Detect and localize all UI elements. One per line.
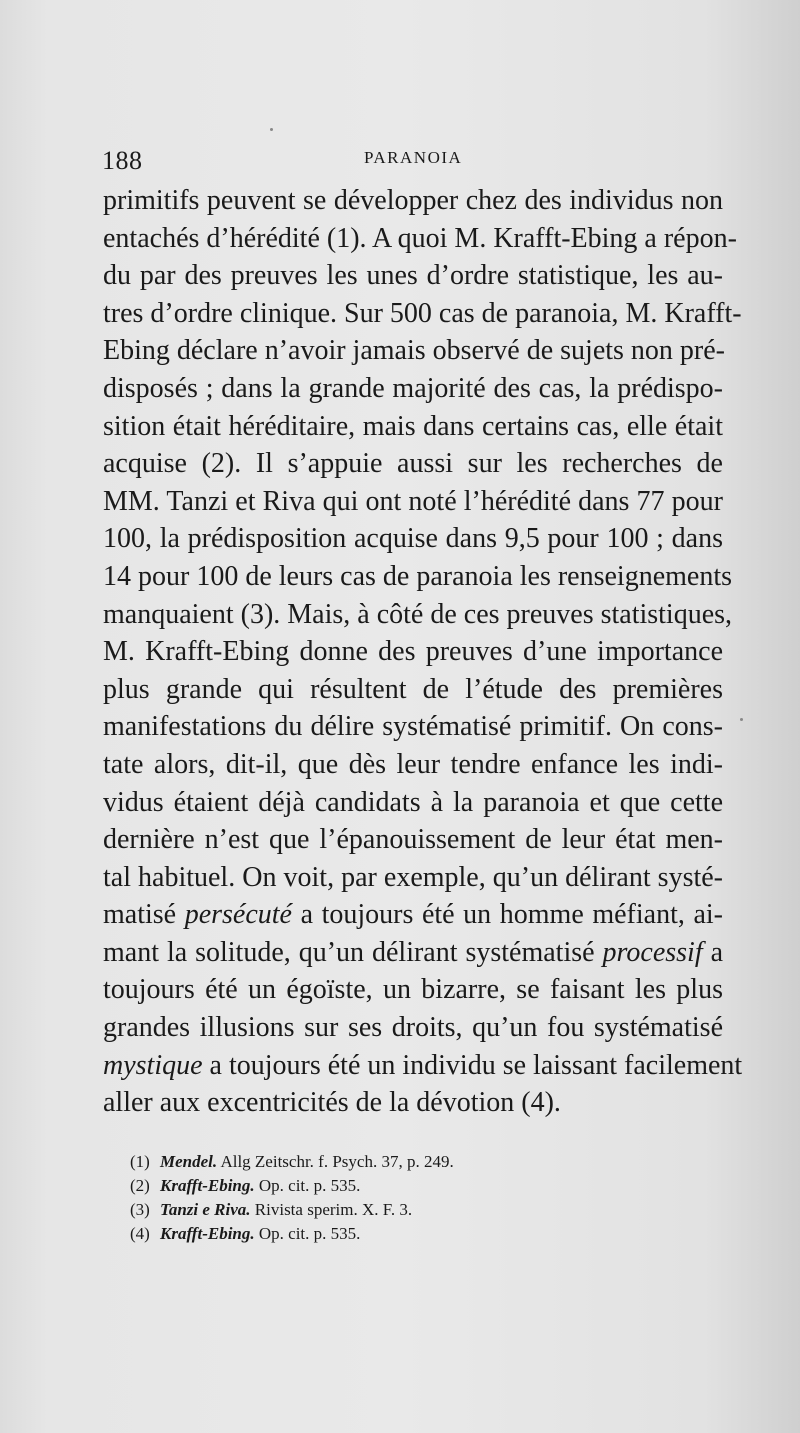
text-segment: matisé	[103, 899, 185, 931]
text-segment: entachés d’hérédité (1). A quoi M. Krafft-Ebing a répon-	[103, 222, 737, 254]
text-segment: aller aux excentricités de la dévotion (4).	[103, 1087, 561, 1119]
footnote-reference: Allg Zeitschr. f. Psych. 37, p. 249.	[220, 1152, 454, 1171]
body-text	[103, 182, 743, 1122]
footnote-author: Mendel.	[160, 1152, 218, 1171]
text-line	[103, 257, 723, 295]
text-segment: vidus étaient déjà candidats à la paranoia et que cette	[103, 786, 723, 818]
footnote-mark: (3)	[130, 1200, 150, 1219]
text-segment: disposés ; dans la grande majorité des cas, la prédispo-	[103, 372, 723, 404]
italic-term: mystique	[103, 1049, 203, 1081]
text-line	[103, 445, 723, 483]
text-segment: a	[702, 936, 723, 968]
footnote-author: Krafft-Ebing.	[160, 1176, 255, 1195]
text-segment: mant la solitude, qu’un délirant systématisé	[103, 936, 603, 968]
text-segment: Ebing déclare n’avoir jamais observé de sujets non pré-	[103, 335, 726, 367]
footnote-mark: (4)	[130, 1224, 150, 1243]
text-line	[103, 971, 723, 1009]
text-segment: dernière n’est que l’épanouissement de leur état men-	[103, 824, 723, 856]
text-line	[103, 483, 723, 521]
text-segment: manquaient (3). Mais, à côté de ces preuves statistiques,	[103, 598, 733, 630]
text-line	[103, 708, 723, 746]
footnote	[130, 1198, 630, 1222]
footnote-author: Krafft-Ebing.	[160, 1224, 255, 1243]
footnote-reference: Op. cit. p. 535.	[258, 1176, 361, 1195]
page-header	[102, 142, 722, 175]
running-title: PARANOIA	[364, 148, 463, 167]
text-line	[103, 633, 723, 671]
text-segment: acquise (2). Il s’appuie aussi sur les recherches de	[103, 448, 723, 480]
text-line	[103, 671, 723, 709]
footnote-mark: (2)	[130, 1176, 150, 1195]
text-segment: primitifs peuvent se développer chez des individus non	[103, 185, 723, 216]
text-line	[103, 859, 723, 897]
text-segment: tres d’ordre clinique. Sur 500 cas de paranoia, M. Krafft-	[103, 297, 742, 329]
text-segment: sition était héréditaire, mais dans certains cas, elle était	[103, 410, 723, 442]
text-segment: tal habituel. On voit, par exemple, qu’un délirant systé-	[103, 861, 723, 893]
text-line	[103, 558, 733, 596]
italic-term: persécuté	[184, 899, 292, 931]
footnotes	[130, 1150, 630, 1246]
text-line	[103, 295, 742, 333]
text-segment: tate alors, dit-il, que dès leur tendre enfance les indi-	[103, 748, 723, 780]
text-line	[103, 1084, 723, 1122]
text-segment: MM. Tanzi et Riva qui ont noté l’hérédité dans 77 pour	[103, 485, 723, 517]
text-line	[103, 182, 723, 220]
paper-speck	[270, 128, 273, 131]
text-line	[103, 408, 723, 446]
footnote-author: Tanzi e Riva.	[160, 1200, 251, 1219]
text-line	[103, 332, 726, 370]
text-line	[103, 370, 723, 408]
text-segment: 100, la prédisposition acquise dans 9,5 pour 100 ; dans	[103, 523, 723, 555]
text-segment: a toujours été un homme méfiant, ai-	[291, 899, 723, 931]
text-line	[103, 1009, 723, 1047]
footnote	[130, 1150, 630, 1174]
text-line	[103, 784, 723, 822]
page-number: 188	[102, 146, 143, 175]
text-line	[103, 821, 723, 859]
text-line	[103, 520, 723, 558]
text-line	[103, 934, 723, 972]
text-line	[103, 896, 723, 934]
text-line	[103, 596, 733, 634]
footnote-reference: Rivista sperim. X. F. 3.	[254, 1200, 413, 1219]
italic-term: processif	[602, 936, 703, 968]
text-segment: toujours été un égoïste, un bizarre, se faisant les plus	[103, 974, 723, 1006]
text-segment: manifestations du délire systématisé primitif. On cons-	[103, 711, 723, 743]
footnote-reference: Op. cit. p. 535.	[258, 1224, 361, 1243]
text-segment: M. Krafft-Ebing donne des preuves d’une importance	[103, 636, 723, 668]
footnote	[130, 1222, 630, 1246]
footnote	[130, 1174, 630, 1198]
paper-speck	[740, 718, 743, 721]
text-segment: 14 pour 100 de leurs cas de paranoia les renseignements	[103, 560, 733, 592]
text-segment: plus grande qui résultent de l’étude des premières	[103, 673, 723, 705]
text-segment: du par des preuves les unes d’ordre statistique, les au-	[103, 260, 723, 292]
footnote-mark: (1)	[130, 1152, 150, 1171]
text-line	[103, 220, 737, 258]
text-line	[103, 746, 723, 784]
text-segment: a toujours été un individu se laissant facilement	[202, 1049, 743, 1081]
text-segment: grandes illusions sur ses droits, qu’un fou systématisé	[103, 1012, 723, 1044]
text-line	[103, 1047, 743, 1085]
